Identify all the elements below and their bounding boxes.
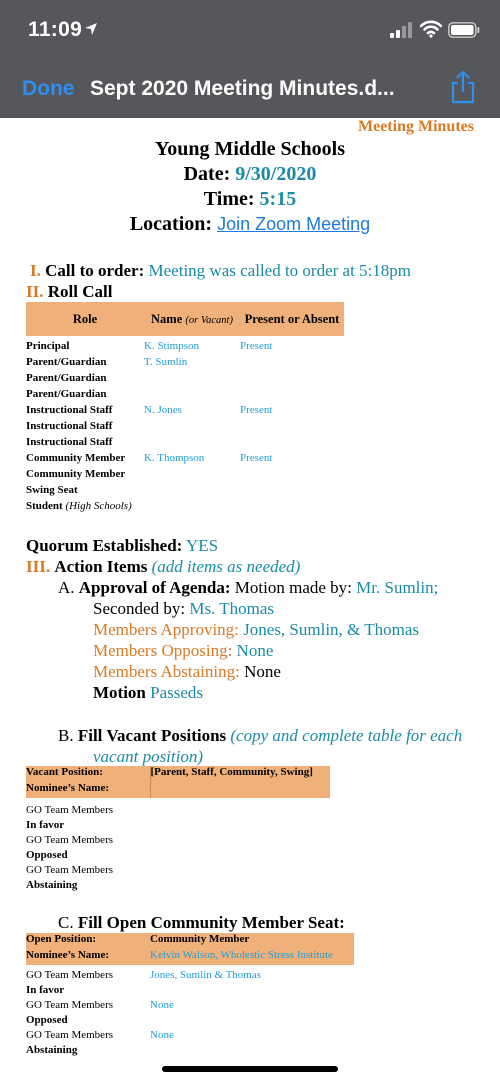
approving-value: Jones, Sumlin, & Thomas (243, 620, 419, 639)
vacant-position-table (26, 766, 330, 894)
table-row (26, 933, 354, 949)
item-b-title: Fill Vacant Positions (77, 726, 227, 745)
row-present (240, 388, 344, 404)
table-row (26, 834, 330, 849)
item-b-line2 (93, 747, 203, 767)
table-row (26, 879, 330, 894)
row-present (240, 484, 344, 500)
open-position-label: Open Position: (26, 933, 150, 949)
nominee-label: Nominee’s Name: (26, 949, 150, 965)
abstaining-value: None (150, 1029, 174, 1041)
call-to-order-num: I. (30, 261, 41, 280)
table-row (26, 340, 344, 356)
row-role: Instructional Staff (26, 404, 113, 416)
item-a-motion-by: Mr. Sumlin; (356, 578, 439, 597)
share-icon[interactable] (449, 70, 477, 104)
row-role-note: (High Schools) (65, 500, 132, 512)
roll-call-heading (26, 282, 112, 302)
col-name (144, 302, 240, 336)
table-row (26, 819, 330, 834)
location-line (0, 213, 500, 236)
item-a-letter: A. (58, 578, 75, 597)
table-row (26, 782, 330, 798)
table-row (26, 864, 330, 879)
item-b-note1: (copy and complete table for each (230, 726, 463, 745)
time-value: 5:15 (259, 188, 297, 210)
row-name (144, 484, 240, 500)
row-present (240, 372, 344, 388)
item-b-note2: vacant position) (93, 747, 204, 766)
opposed-value: None (150, 999, 174, 1011)
quorum-line (26, 536, 218, 556)
row-present (240, 500, 344, 516)
seconded-label: Seconded by: (93, 599, 186, 618)
nominee-value (150, 782, 330, 798)
item-b-letter: B. (58, 726, 74, 745)
done-button[interactable]: Done (22, 77, 75, 100)
item-a-opposing (93, 641, 273, 661)
item-a-line1 (58, 578, 438, 598)
action-items-heading (26, 557, 300, 577)
status-time: 11:09 (28, 18, 83, 41)
row-name (144, 388, 240, 404)
table-row (26, 404, 344, 420)
nav-bar (0, 60, 500, 118)
col-name-note: (or Vacant) (185, 314, 233, 326)
row-present (240, 436, 344, 452)
row-name (144, 468, 240, 484)
opposing-label: Members Opposing: (93, 641, 233, 660)
open-position-value: Community Member (150, 933, 354, 949)
opposed-label: Opposed (26, 1014, 68, 1026)
row-role: Community Member (26, 452, 126, 464)
go-members-label: GO Team Members (26, 999, 114, 1011)
school-name: Young Middle Schools (154, 138, 346, 160)
time-label: Time: (203, 188, 255, 210)
item-a-approving (93, 620, 419, 640)
go-members-label: GO Team Members (26, 1029, 114, 1041)
abstaining-row-label: Abstaining (26, 1044, 78, 1056)
table-row (26, 372, 344, 388)
roll-call-num: II. (26, 282, 44, 301)
row-name: T. Sumlin (144, 356, 188, 368)
motion-result: Passeds (150, 683, 204, 702)
go-members-label: GO Team Members (26, 804, 114, 816)
row-present: Present (240, 404, 273, 416)
table-row (26, 484, 344, 500)
table-row (26, 388, 344, 404)
go-members-label: GO Team Members (26, 864, 114, 876)
opposing-value: None (236, 641, 274, 660)
item-a-motion-text: Motion made by: (234, 578, 352, 597)
roll-call-label: Roll Call (47, 282, 113, 301)
table-row (26, 420, 344, 436)
table-row (26, 949, 354, 965)
abstaining-label: Members Abstaining: (93, 662, 240, 681)
go-members-label: GO Team Members (26, 969, 114, 981)
row-name: N. Jones (144, 404, 182, 416)
roll-call-table (26, 302, 344, 516)
table-row (26, 452, 344, 468)
abstaining-value: None (244, 662, 281, 681)
header-meeting-minutes: Meeting Minutes (358, 118, 474, 135)
item-a-motion (93, 683, 203, 703)
table-row (26, 1029, 354, 1044)
call-to-order (30, 261, 411, 281)
vacant-position-label: Vacant Position: (26, 766, 150, 782)
wifi-icon (420, 20, 442, 38)
opposed-label: Opposed (26, 849, 68, 861)
row-name: K. Stimpson (144, 340, 200, 352)
date-label: Date: (183, 163, 231, 185)
call-to-order-label: Call to order: (45, 261, 145, 280)
time-line (0, 188, 500, 211)
location-label: Location: (129, 213, 213, 235)
table-row (26, 984, 354, 999)
table-row (26, 849, 330, 864)
action-items-num: III. (26, 557, 51, 576)
table-row (26, 969, 354, 984)
row-role: Parent/Guardian (26, 372, 107, 384)
battery-icon (448, 22, 480, 38)
action-items-label: Action Items (54, 557, 148, 576)
item-c-line1 (58, 913, 345, 933)
viewer-chrome (0, 0, 500, 118)
col-present: Present or Absent (240, 302, 344, 336)
date-line (0, 163, 500, 186)
in-favor-value: Jones, Sumlin & Thomas (150, 969, 262, 981)
call-to-order-text: Meeting was called to order at 5:18pm (148, 261, 411, 280)
location-arrow-icon (84, 22, 98, 36)
seconded-by: Ms. Thomas (189, 599, 275, 618)
nominee-label: Nominee’s Name: (26, 782, 150, 798)
go-members-label: GO Team Members (26, 834, 114, 846)
row-name: K. Thompson (144, 452, 205, 464)
zoom-link[interactable]: Join Zoom Meeting (217, 214, 371, 234)
col-name-label: Name (151, 311, 183, 326)
in-favor-label: In favor (26, 984, 65, 996)
row-role: Instructional Staff (26, 436, 113, 448)
row-present (240, 420, 344, 436)
row-role: Swing Seat (26, 484, 78, 496)
roll-call-header-row (26, 302, 344, 336)
row-role: Community Member (26, 468, 126, 480)
row-name (144, 500, 240, 516)
row-present: Present (240, 340, 273, 352)
row-role: Instructional Staff (26, 420, 113, 432)
row-role: Principal (26, 340, 70, 352)
table-row (26, 766, 330, 782)
cellular-signal-icon (390, 22, 414, 38)
abstaining-row-label: Abstaining (26, 879, 78, 891)
row-role: Student (High Schools) (26, 500, 132, 512)
col-role: Role (26, 302, 144, 336)
quorum-label: Quorum Established: (26, 536, 183, 555)
nominee-value: Kelvin Walson, Wholestic Stress Institute (150, 949, 354, 965)
row-present (240, 356, 344, 372)
table-row (26, 356, 344, 372)
table-row (26, 999, 354, 1014)
table-row (26, 1044, 354, 1059)
motion-label: Motion (93, 683, 146, 702)
table-row (26, 468, 344, 484)
status-bar (0, 0, 500, 60)
item-a-seconded (93, 599, 274, 619)
row-name (144, 436, 240, 452)
row-name (144, 372, 240, 388)
table-row (26, 804, 330, 819)
item-a-title: Approval of Agenda: (78, 578, 231, 597)
document-title: Sept 2020 Meeting Minutes.d... (90, 77, 395, 100)
table-row (26, 1014, 354, 1029)
item-a-abstaining (93, 662, 281, 682)
quorum-value: YES (185, 536, 219, 555)
row-role: Parent/Guardian (26, 356, 107, 368)
date-value: 9/30/2020 (235, 163, 317, 185)
item-b-line1 (58, 726, 462, 746)
open-seat-table (26, 933, 354, 1059)
item-c-letter: C. (58, 913, 74, 932)
item-c-title: Fill Open Community Member Seat: (77, 913, 345, 932)
document-page[interactable] (0, 118, 500, 1082)
table-row (26, 436, 344, 452)
row-present (240, 468, 344, 484)
row-role: Parent/Guardian (26, 388, 107, 400)
home-indicator[interactable] (162, 1066, 338, 1072)
in-favor-label: In favor (26, 819, 65, 831)
row-present: Present (240, 452, 273, 464)
row-name (144, 420, 240, 436)
vacant-position-value: [Parent, Staff, Community, Swing] (150, 766, 330, 782)
table-row (26, 500, 344, 516)
action-items-note: (add items as needed) (151, 557, 301, 576)
approving-label: Members Approving: (93, 620, 239, 639)
